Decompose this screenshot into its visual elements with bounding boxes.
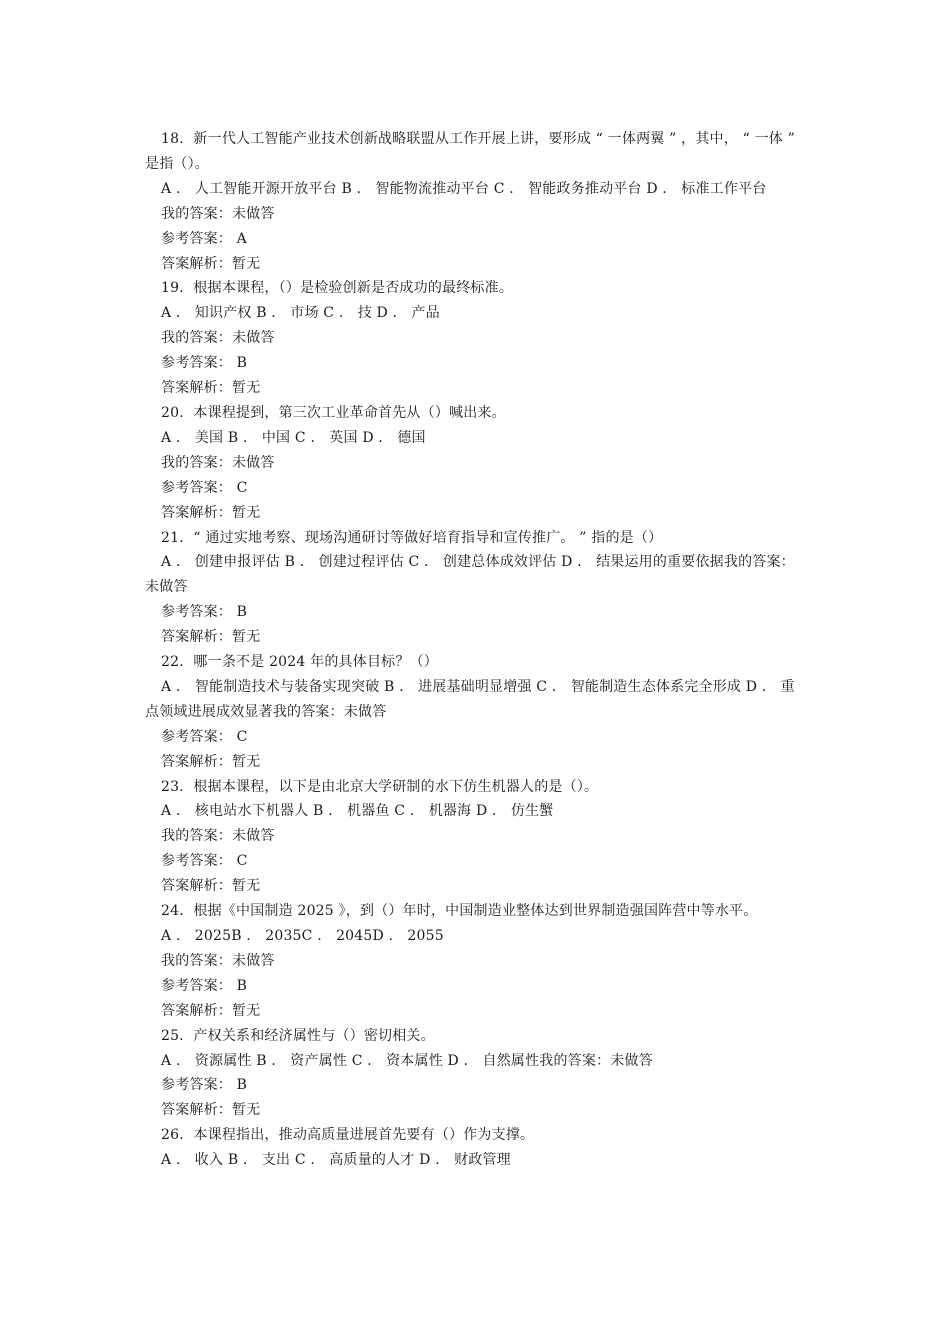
text-line: 24．根据《中国制造 2025 》，到（）年时，中国制造业整体达到世界制造强国阵营中等水平。 xyxy=(161,903,758,920)
text-line: 26．本课程指出，推动高质量进展首先要有（）作为支撑。 xyxy=(161,1127,535,1144)
text-line: 21．“ 通过实地考察、现场沟通研讨等做好培育指导和宣传推广。 ” 指的是（） xyxy=(161,529,663,546)
text-line: 我的答案：未做答 xyxy=(161,828,275,845)
text-line: 答案解析：暂无 xyxy=(161,380,261,397)
text-line: 我的答案：未做答 xyxy=(161,205,275,222)
text-line: 答案解析：暂无 xyxy=(161,504,261,521)
text-line: 19．根据本课程，（）是检验创新是否成功的最终标准。 xyxy=(161,280,514,297)
text-line: 参考答案： C xyxy=(161,728,248,745)
text-line: A ． 人工智能开源开放平台 B ． 智能物流推动平台 C ． 智能政务推动平台 D ． 标准工作平台 xyxy=(161,180,767,197)
text-line: 答案解析：暂无 xyxy=(161,878,261,895)
text-line: A ． 2025B ． 2035C ． 2045D ． 2055 xyxy=(161,928,444,944)
text-line: 22．哪一条不是 2024 年的具体目标？（） xyxy=(161,654,438,671)
text-line: 我的答案：未做答 xyxy=(161,330,275,347)
text-line: A ． 收入 B ． 支出 C ． 高质量的人才 D ． 财政管理 xyxy=(161,1152,511,1169)
text-line: 参考答案： A xyxy=(161,230,247,247)
text-line: 答案解析：暂无 xyxy=(161,1002,261,1019)
text-line: A ． 美国 B ． 中国 C ． 英国 D ． 德国 xyxy=(161,429,426,446)
text-line: A ． 创建申报评估 B ． 创建过程评估 C ． 创建总体成效评估 D ． 结果运用的重要依据我的答案：未做答 xyxy=(145,554,795,596)
text-line: 我的答案：未做答 xyxy=(161,952,275,969)
text-line: 参考答案： C xyxy=(161,479,248,496)
text-line: 参考答案： C xyxy=(161,853,248,870)
text-line: 参考答案： B xyxy=(161,1077,248,1094)
text-line: 20．本课程提到，第三次工业革命首先从（）喊出来。 xyxy=(161,404,506,421)
text-line: 答案解析：暂无 xyxy=(161,255,261,272)
question-list xyxy=(145,127,805,1173)
text-line: 参考答案： B xyxy=(161,604,248,621)
text-line: 参考答案： B xyxy=(161,977,248,994)
text-line: 答案解析：暂无 xyxy=(161,753,261,770)
text-line: A ． 核电站水下机器人 B ． 机器鱼 C ． 机器海 D ． 仿生蟹 xyxy=(161,803,554,820)
text-line: 参考答案： B xyxy=(161,355,248,372)
text-line: A ． 知识产权 B ． 市场 C ． 技 D ． 产品 xyxy=(161,305,440,322)
text-line: A ． 资源属性 B ． 资产属性 C ． 资本属性 D ． 自然属性我的答案：未做答 xyxy=(161,1052,653,1069)
text-line: 18．新一代人工智能产业技术创新战略联盟从工作开展上讲，要形成 “ 一体两翼 ” ，其中， “ 一体 ” 是指（）。 xyxy=(145,131,795,172)
text-line: A ． 智能制造技术与装备实现突破 B ． 进展基础明显增强 C ． 智能制造生态体系完全形成 D ． 重点领域进展成效显著我的答案：未做答 xyxy=(145,678,795,720)
text-line: 我的答案：未做答 xyxy=(161,454,275,471)
text-line: 答案解析：暂无 xyxy=(161,1102,261,1119)
text-line: 答案解析：暂无 xyxy=(161,629,261,646)
text-line: 25．产权关系和经济属性与（）密切相关。 xyxy=(161,1027,435,1044)
text-line: 23．根据本课程，以下是由北京大学研制的水下仿生机器人的是（）。 xyxy=(161,778,599,795)
